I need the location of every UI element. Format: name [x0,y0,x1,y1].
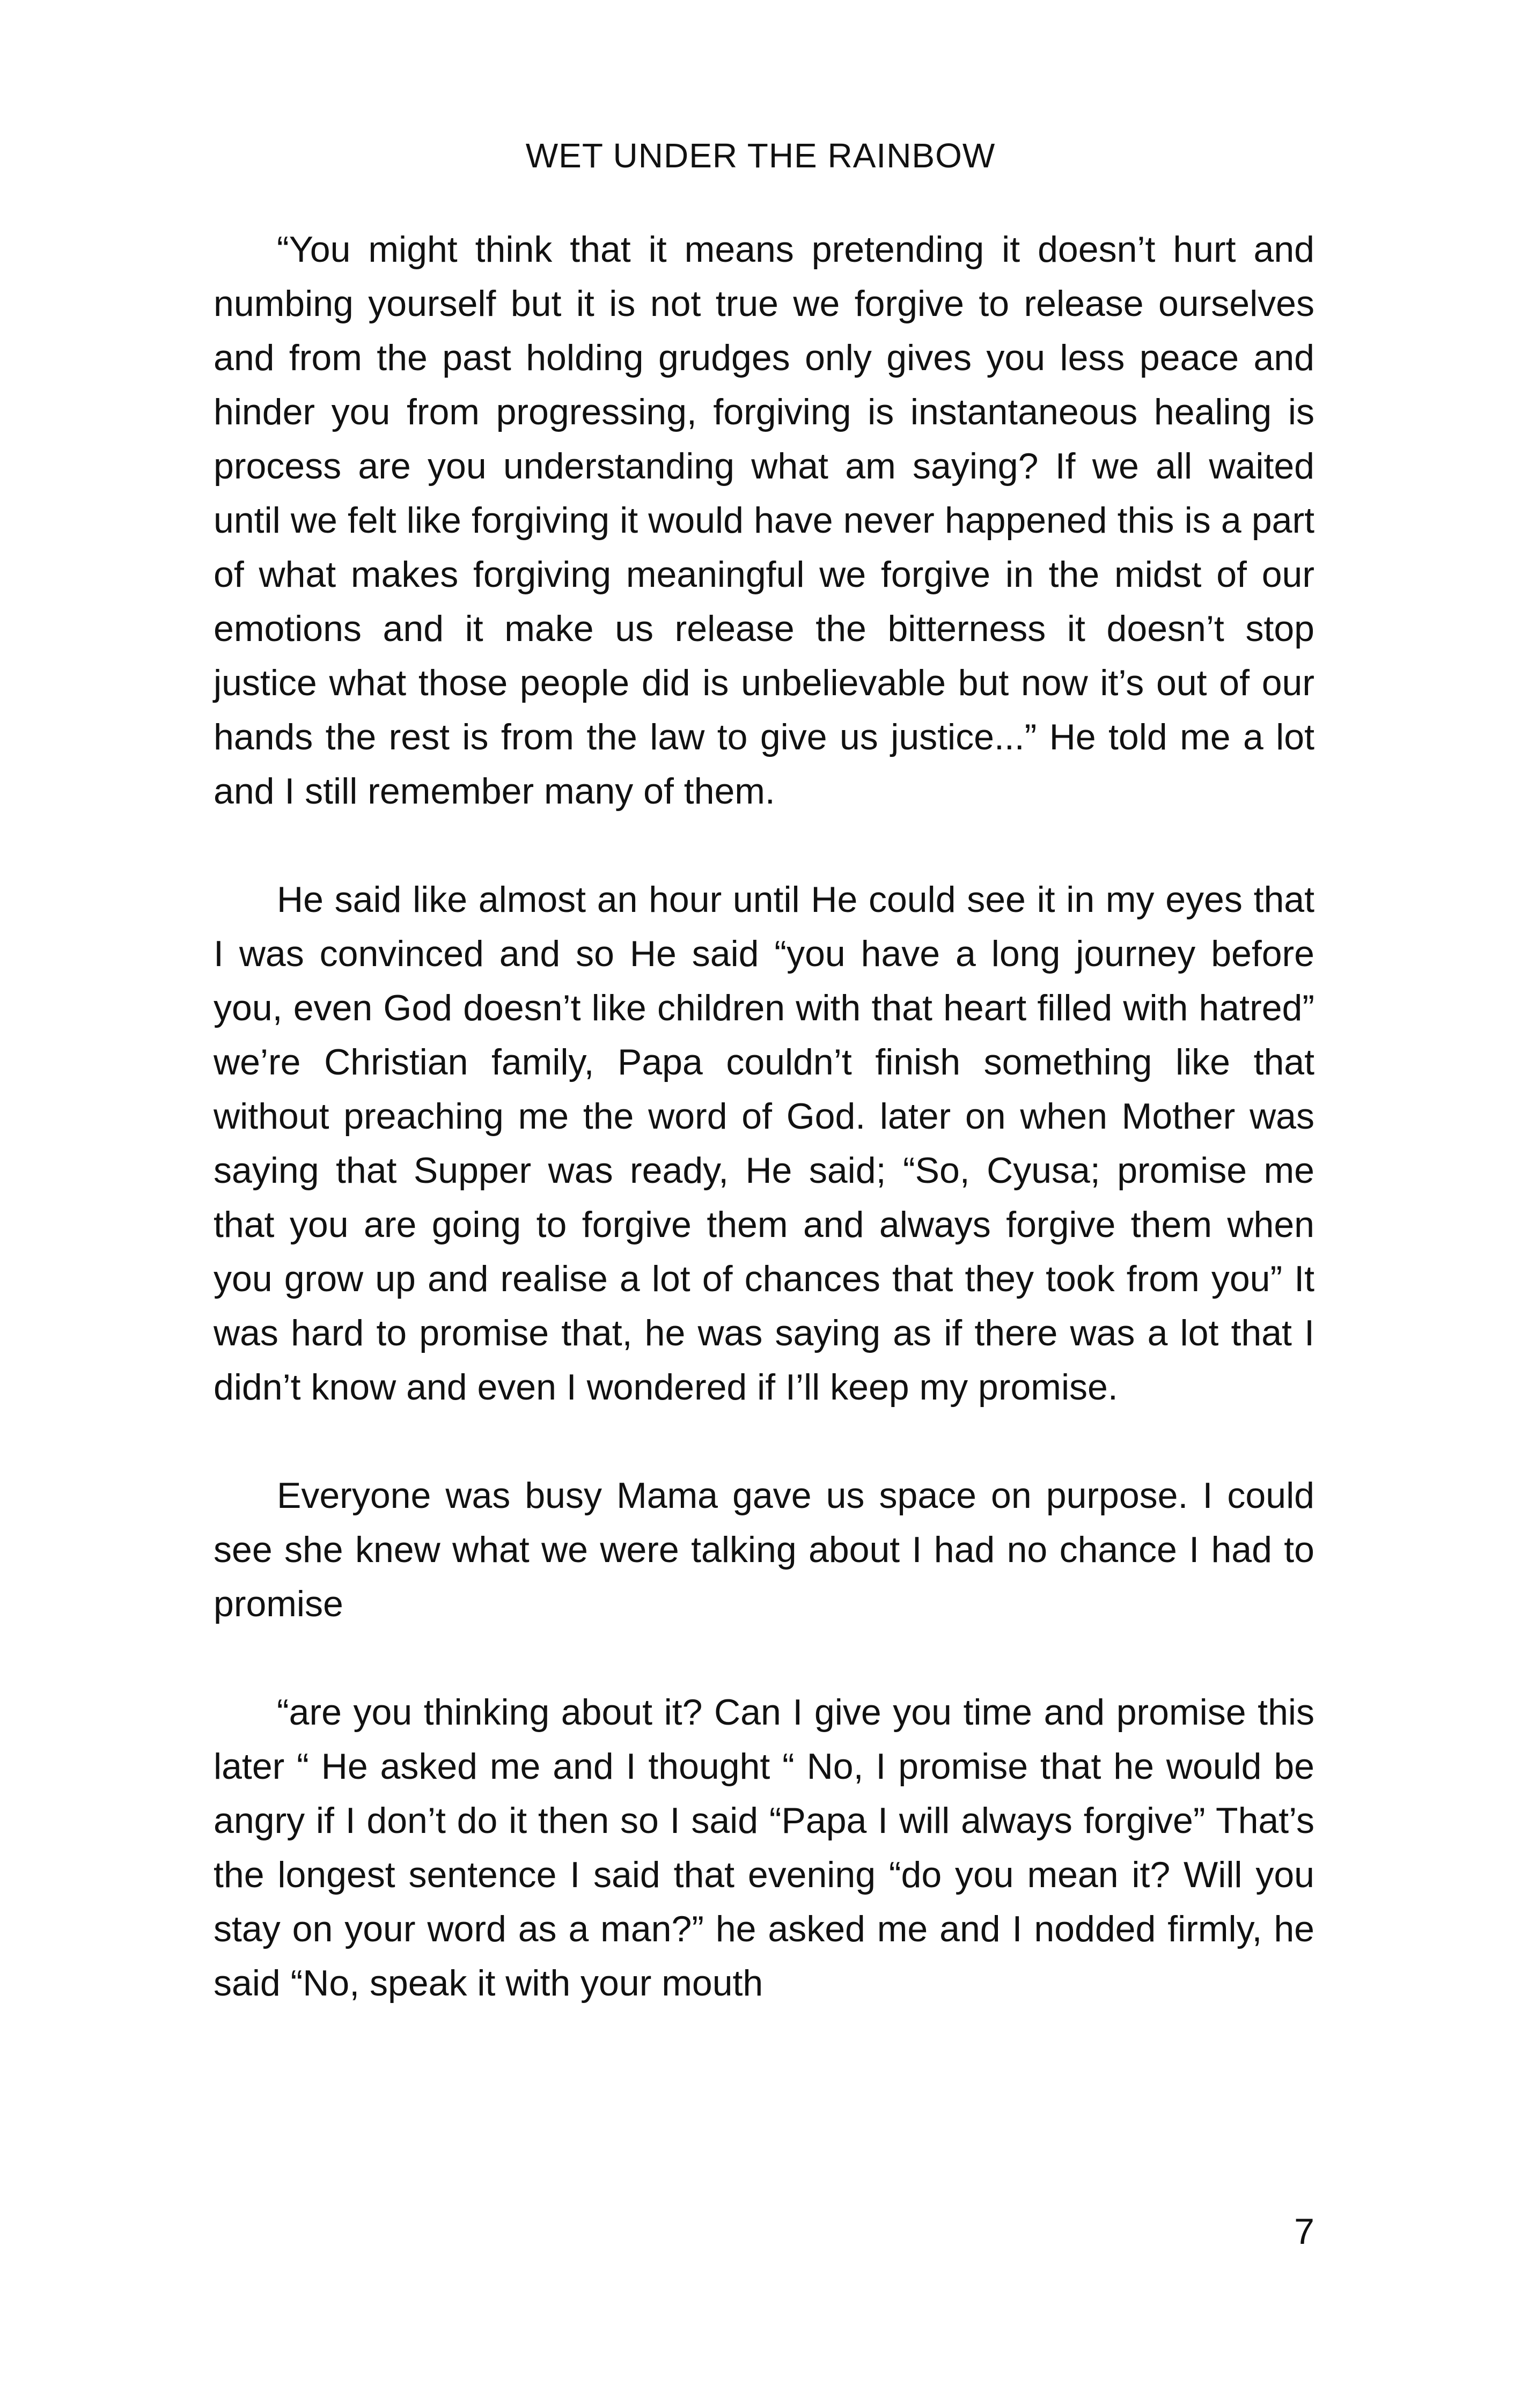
page-number: 7 [1294,2211,1314,2252]
paragraph-4: “are you thinking about it? Can I give you time and promise this later “ He asked me and I thought “ No, I promise that he would be angry if I don’t do it then so I said “Papa I will always forgive” That’s the longest sentence I said that evening “do you mean it? Will you stay on your word as a man?” he asked me and I nodded firmly, he said “No, speak it with your mouth [214,1692,1314,2004]
running-header-title: WET UNDER THE RAINBOW [525,136,996,175]
body-text [214,223,1314,2011]
paragraph-1: “You might think that it means pretending it doesn’t hurt and numbing yourself but it is not true we forgive to release ourselves and from the past holding grudges only gives you less peace and hinder you from progressing, forgiving is instantaneous healing is process are you understanding what am saying? If we all waited until we felt like forgiving it would have never happened this is a part of what makes forgiving meaningful we forgive in the midst of our emotions and it make us release the bitterness it doesn’t stop justice what those people did is unbelievable but now it’s out of our hands the rest is from the law to give us justice...” He told me a lot and I still remember many of them. [214,229,1314,812]
paragraph-2: He said like almost an hour until He could see it in my eyes that I was convinced and so He said “you have a long journey before you, even God doesn’t like children with that heart filled with hatred” we’re Christian family, Papa couldn’t finish something like that without preaching me the word of God. later on when Mother was saying that Supper was ready, He said; “So, Cyusa; promise me that you are going to forgive them and always forgive them when you grow up and realise a lot of chances that they took from you” It was hard to promise that, he was saying as if there was a lot that I didn’t know and even I wondered if I’ll keep my promise. [214,879,1314,1408]
paragraph-3: Everyone was busy Mama gave us space on purpose. I could see she knew what we were talking about I had no chance I had to promise [214,1475,1314,1624]
